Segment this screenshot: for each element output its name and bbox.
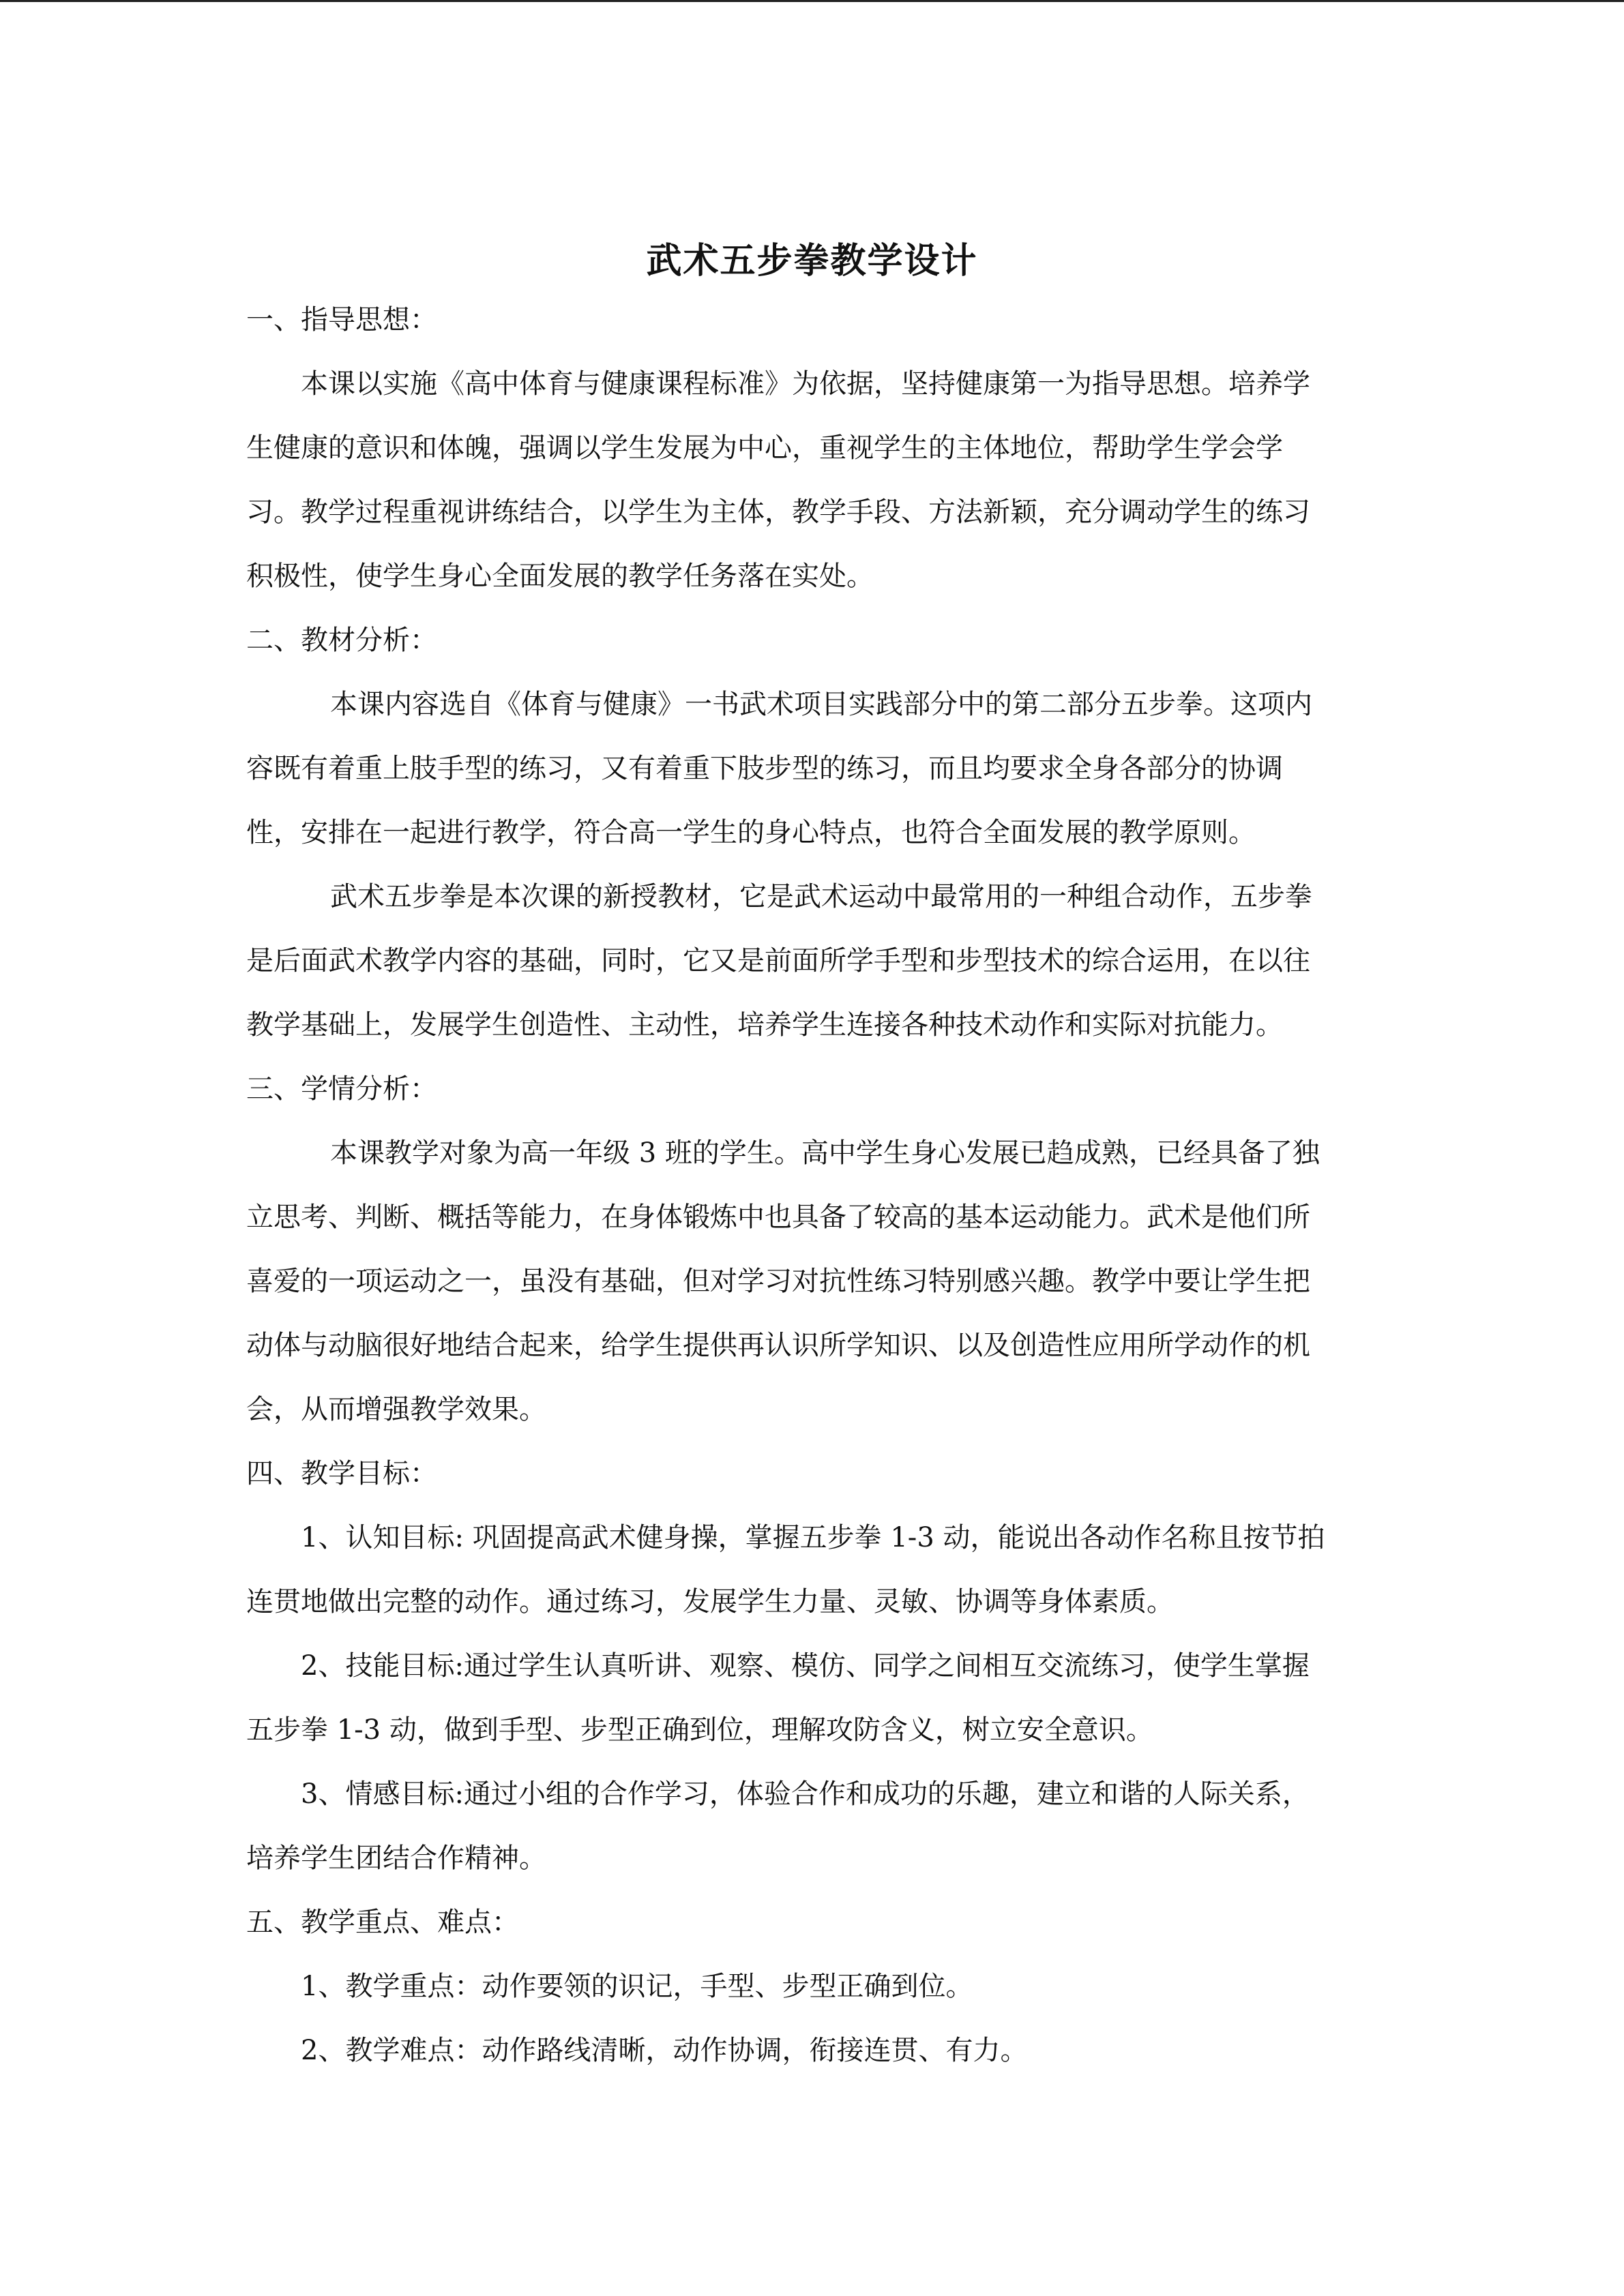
body-paragraph <box>246 672 1378 865</box>
body-paragraph <box>246 1954 1378 2018</box>
paragraph-line: 本课教学对象为高一年级 3 班的学生。高中学生身心发展已趋成熟，已经具备了独 <box>330 1137 1320 1169</box>
section-heading: 一、指导思想： <box>246 304 437 336</box>
paragraph-line: 武术五步拳是本次课的新授教材，它是武术运动中最常用的一种组合动作，五步拳 <box>330 881 1312 912</box>
paragraph-line: 本课以实施《高中体育与健康课程标准》为依据，坚持健康第一为指导思想。培养学 <box>301 368 1310 400</box>
paragraph-line: 动体与动脑很好地结合起来，给学生提供再认识所学知识、以及创造性应用所学动作的机 <box>246 1330 1310 1361</box>
body-paragraph <box>246 1121 1378 1442</box>
body-paragraph <box>246 1506 1378 1634</box>
body-paragraph <box>246 352 1378 608</box>
body-paragraph <box>246 1634 1378 1762</box>
paragraph-line: 生健康的意识和体魄，强调以学生发展为中心，重视学生的主体地位，帮助学生学会学 <box>246 432 1283 464</box>
body-paragraph <box>246 2018 1378 2083</box>
section-heading: 四、教学目标： <box>246 1458 437 1489</box>
paragraph-line: 2、技能目标:通过学生认真听讲、观察、模仿、同学之间相互交流练习，使学生掌握 <box>301 1650 1310 1682</box>
section-heading: 二、教材分析： <box>246 625 437 656</box>
paragraph-line: 积极性，使学生身心全面发展的教学任务落在实处。 <box>246 561 874 592</box>
paragraph-line: 立思考、判断、概括等能力，在身体锻炼中也具备了较高的基本运动能力。武术是他们所 <box>246 1202 1310 1233</box>
paragraph-line: 本课内容选自《体育与健康》一书武术项目实践部分中的第二部分五步拳。这项内 <box>330 689 1312 720</box>
paragraph-line: 五步拳 1-3 动，做到手型、步型正确到位，理解攻防含义，树立安全意识。 <box>246 1714 1153 1746</box>
body-paragraph <box>246 865 1378 1057</box>
paragraph-line: 喜爱的一项运动之一，虽没有基础，但对学习对抗性练习特别感兴趣。教学中要让学生把 <box>246 1266 1310 1297</box>
body-paragraph <box>246 1762 1378 1890</box>
paragraph-line: 1、认知目标: 巩固提高武术健身操，掌握五步拳 1-3 动，能说出各动作名称且按节拍 <box>301 1522 1325 1553</box>
paragraph-line: 1、教学重点：动作要领的识记，手型、步型正确到位。 <box>301 1971 973 2002</box>
section-heading: 五、教学重点、难点： <box>246 1907 519 1938</box>
paragraph-line: 容既有着重上肢手型的练习，又有着重下肢步型的练习，而且均要求全身各部分的协调 <box>246 753 1283 784</box>
paragraph-line: 培养学生团结合作精神。 <box>246 1843 546 1874</box>
paragraph-line: 是后面武术教学内容的基础，同时，它又是前面所学手型和步型技术的综合运用，在以往 <box>246 945 1310 976</box>
document-body <box>246 288 1378 2083</box>
paragraph-line: 会，从而增强教学效果。 <box>246 1394 546 1425</box>
paragraph-line: 教学基础上，发展学生创造性、主动性，培养学生连接各种技术动作和实际对抗能力。 <box>246 1009 1283 1041</box>
page-top-border <box>0 0 1624 2</box>
section-heading: 三、学情分析： <box>246 1073 437 1105</box>
paragraph-line: 性，安排在一起进行教学，符合高一学生的身心特点，也符合全面发展的教学原则。 <box>246 817 1256 848</box>
paragraph-line: 连贯地做出完整的动作。通过练习，发展学生力量、灵敏、协调等身体素质。 <box>246 1586 1174 1617</box>
paragraph-line: 2、教学难点：动作路线清晰，动作协调，衔接连贯、有力。 <box>301 2035 1028 2066</box>
paragraph-line: 习。教学过程重视讲练结合，以学生为主体，教学手段、方法新颖，充分调动学生的练习 <box>246 496 1310 528</box>
document-title: 武术五步拳教学设计 <box>646 239 978 282</box>
paragraph-line: 3、情感目标:通过小组的合作学习，体验合作和成功的乐趣，建立和谐的人际关系， <box>301 1778 1310 1810</box>
